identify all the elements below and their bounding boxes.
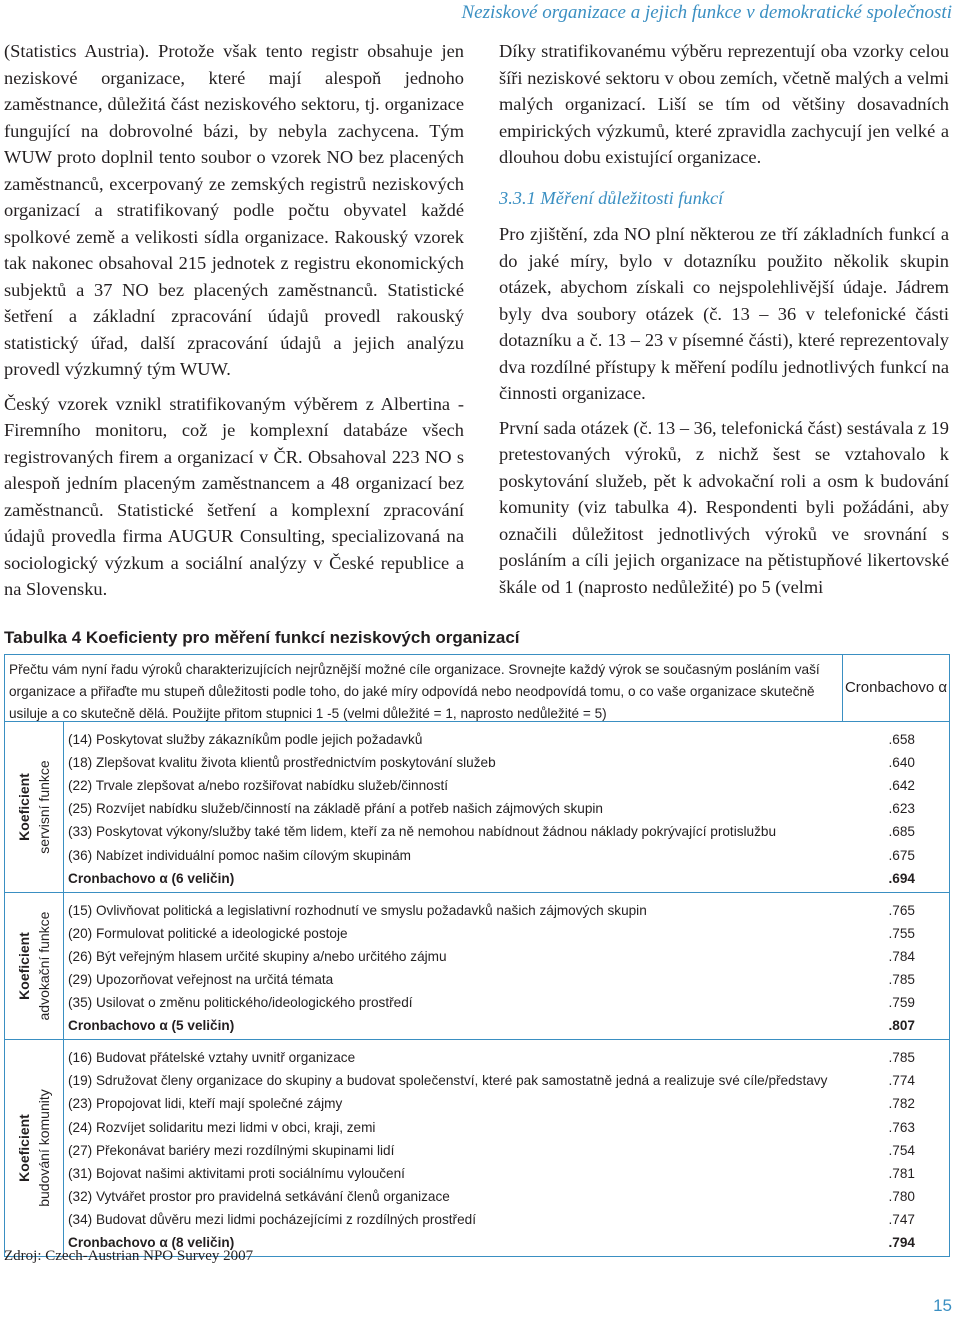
row-value: .658 — [888, 732, 915, 748]
row-item: (27) Překonávat bariéry mezi rozdílnými skupinami lidí — [68, 1142, 395, 1158]
table-row — [64, 774, 949, 797]
total-row — [64, 1014, 949, 1037]
section-heading: 3.3.1 Měření důležitosti funkcí — [499, 187, 724, 208]
row-item: (15) Ovlivňovat politická a legislativní rozhodnutí ve smyslu požadavků našich zájmových skupin — [68, 902, 647, 918]
table-row — [64, 843, 949, 866]
row-value: .754 — [888, 1142, 915, 1158]
table-intro-row — [4, 654, 950, 722]
group-label-line1: Koeficient — [16, 932, 32, 1000]
group-label — [5, 893, 64, 1040]
row-item: (22) Trvale zlepšovat a/nebo rozšiřovat nabídku služeb/činností — [68, 778, 449, 794]
table-caption: Tabulka 4 Koeficienty pro měření funkcí neziskových organizací — [4, 628, 520, 647]
table-row — [64, 1162, 949, 1185]
row-item: (23) Propojovat lidi, kteří mají společné zájmy — [68, 1096, 343, 1112]
group-label-line2: budování komunity — [36, 1089, 52, 1207]
table-row — [64, 728, 949, 751]
paragraph: Díky stratifikovanému výběru reprezentují oba vzorky celou šíři neziskové sektoru v obou zemích, včetně malých a velmi malých organizací. Liší se tím od většiny dosavadních empirických výzkumů, které zpravidla zachycují jen velké a dlouhou dobu existující organizace. — [499, 41, 949, 167]
total-label: Cronbachovo α (6 veličin) — [68, 870, 235, 886]
row-item: (24) Rozvíjet solidaritu mezi lidmi v obci, kraji, zemi — [68, 1119, 376, 1135]
paragraph: (Statistics Austria). Protože však tento registr obsahuje jen neziskové organizace, které mají alespoň jednoho zaměstnance, důležitá část neziskového sektoru, tj. organizace fungující na dobrovolné bázi, by nebyla zachycena. Tým WUW proto doplnil tento soubor o vzorek NO bez placených zaměstnanců, excerpovaný ze zemských registrů neziskových organizací a stratifikovaný podle počtu obyvatel každé spolkové země a velikosti sídla organizace. Rakouský vzorek tak nakonec obsahoval 215 jednotek z registru ekonomických subjektů a 37 NO bez placených zaměstnanců. Statistické šetření a základní zpracování údajů provedl rakouský statistický úřad, další zpracování údajů a jejich analýzu provedl výzkumný tým WUW. — [4, 41, 464, 379]
row-value: .781 — [888, 1165, 915, 1181]
group-label — [5, 722, 64, 892]
table-source: Zdroj: Czech-Austrian NPO Survey 2007 — [4, 1248, 254, 1264]
total-value: .794 — [888, 1235, 915, 1251]
row-item: (25) Rozvíjet nabídku služeb/činností na základě přání a potřeb našich zájmových skupin — [68, 801, 603, 817]
row-item: (33) Poskytovat výkony/služby také těm lidem, kteří za ně nemohou nabídnout žádnou náklady pokrývající protislužbu — [68, 824, 777, 840]
paragraph: První sada otázek (č. 13 – 36, telefonická část) sestávala z 19 pretestovaných výroků, z nichž šest se vztahovalo k poskytování služeb, pět k advokační roli a osm k budování komunity (viz tabulka 4). Respondenti byli požádáni, aby označili důležitost jednotlivých výroků ve srovnání s posláním a cíli jejich organizace na pětistupňové likertovské škále od 1 (naprosto nedůležité) po 5 (velmi — [499, 417, 949, 597]
row-value: .759 — [888, 995, 915, 1011]
row-value: .774 — [888, 1073, 915, 1089]
row-value: .747 — [888, 1211, 915, 1227]
group-label-line1: Koeficient — [16, 772, 32, 841]
total-row — [64, 867, 949, 890]
total-label: Cronbachovo α (5 veličin) — [68, 1018, 235, 1034]
table-row — [64, 945, 949, 968]
row-value: .765 — [888, 902, 915, 918]
coefficients-table — [4, 654, 950, 1257]
row-item: (36) Nabízet individuální pomoc našim cílovým skupinám — [68, 847, 412, 863]
table-row — [64, 1208, 949, 1231]
row-value: .782 — [888, 1096, 915, 1112]
table-row — [64, 1092, 949, 1115]
table-intro-text: Přečtu vám nyní řadu výroků charakterizujících nejrůznější možné cíle organizace. Srovnejte každý výrok se současným posláním vaší organizace a přiřaďte mu stupeň důležitosti podle toho, do jaké míry odpovídá nebo neodpovídá tomu, o co vaše organizace skutečně usiluje a co skutečně dělá. Použijte přitom stupnici 1 -5 (velmi důležité = 1, naprosto nedůležité = 5) — [9, 662, 820, 721]
table-row — [64, 1116, 949, 1139]
paragraph: Pro zjištění, zda NO plní některou ze tří základních funkcí a do jaké míry, bylo v dotazníku použito několik skupin otázek, abychom získali co nejspolehlivější údaje. Jádrem byly dva soubory otázek (č. 13 – 36 v telefonické části dotazníku a č. 13 – 23 v písemné části), které reprezentovaly dva rozdílné přístupy k měření podílu jednotlivých funkcí na činnosti organizace. — [499, 224, 949, 403]
group-community — [4, 1040, 950, 1257]
page-number: 15 — [933, 1296, 952, 1315]
row-value: .780 — [888, 1188, 915, 1204]
group-label-line2: servisní funkce — [36, 760, 52, 854]
table-row — [64, 1139, 949, 1162]
table-row — [64, 1069, 949, 1092]
row-value: .675 — [888, 847, 915, 863]
row-value: .623 — [888, 801, 915, 817]
row-item: (31) Bojovat našimi aktivitami proti sociálnímu vyloučení — [68, 1165, 405, 1181]
total-value: .807 — [888, 1018, 915, 1034]
row-item: (34) Budovat důvěru mezi lidmi pocházejícími z rozdílných prostředí — [68, 1211, 476, 1227]
row-item: (32) Vytvářet prostor pro pravidelná setkávání členů organizace — [68, 1188, 450, 1204]
total-label: Cronbachovo α (8 veličin) — [68, 1235, 235, 1251]
row-value: .763 — [888, 1119, 915, 1135]
table-row — [64, 1046, 949, 1069]
group-label-line2: advokační funkce — [36, 911, 52, 1021]
left-text-column — [4, 38, 464, 611]
row-item: (16) Budovat přátelské vztahy uvnitř organizace — [68, 1050, 356, 1066]
row-value: .685 — [888, 824, 915, 840]
table-row — [64, 751, 949, 774]
table-row — [64, 968, 949, 991]
table-row — [64, 922, 949, 945]
row-item: (26) Být veřejným hlasem určité skupiny a/nebo určitého zájmu — [68, 948, 447, 964]
group-label — [5, 1040, 64, 1256]
row-item: (14) Poskytovat služby zákazníkům podle jejich požadavků — [68, 732, 423, 748]
table-row — [64, 820, 949, 843]
table-row — [64, 899, 949, 922]
table-row — [64, 991, 949, 1014]
row-item: (18) Zlepšovat kvalitu života klientů prostřednictvím poskytování služeb — [68, 755, 496, 771]
alpha-column-header: Cronbachovo α — [842, 655, 949, 721]
group-service — [4, 722, 950, 893]
row-value: .755 — [888, 925, 915, 941]
running-header: Neziskové organizace a jejich funkce v demokratické společnosti — [461, 2, 952, 23]
row-item: (20) Formulovat politické a ideologické postoje — [68, 925, 348, 941]
row-item: (19) Sdružovat členy organizace do skupiny a budovat společenství, které pak samostatně jedná a realizuje své cíle/představy — [68, 1073, 828, 1089]
group-label-line1: Koeficient — [16, 1114, 32, 1182]
row-item: (35) Usilovat o změnu politického/ideologického prostředí — [68, 995, 413, 1011]
group-advocacy — [4, 893, 950, 1041]
row-value: .640 — [888, 755, 915, 771]
row-value: .784 — [888, 948, 915, 964]
table-row — [64, 1185, 949, 1208]
row-value: .642 — [888, 778, 915, 794]
row-value: .785 — [888, 971, 915, 987]
row-value: .785 — [888, 1050, 915, 1066]
right-text-column — [499, 38, 949, 608]
row-item: (29) Upozorňovat veřejnost na určitá témata — [68, 971, 334, 987]
paragraph: Český vzorek vznikl stratifikovaným výběrem z Albertina - Firemního monitoru, což je komplexní databáze všech registrovaných firem a organizací v ČR. Obsahoval 223 NO s alespoň jedním placeným zaměstnancem a 48 organizací bez zaměstnanců. Statistické šetření a komplexní zpracování údajů provedla firma AUGUR Consulting, specializovaná na sociologický výzkum a sociální analýzy v České republice a na Slovensku. — [4, 393, 464, 599]
table-row — [64, 797, 949, 820]
total-value: .694 — [888, 870, 915, 886]
